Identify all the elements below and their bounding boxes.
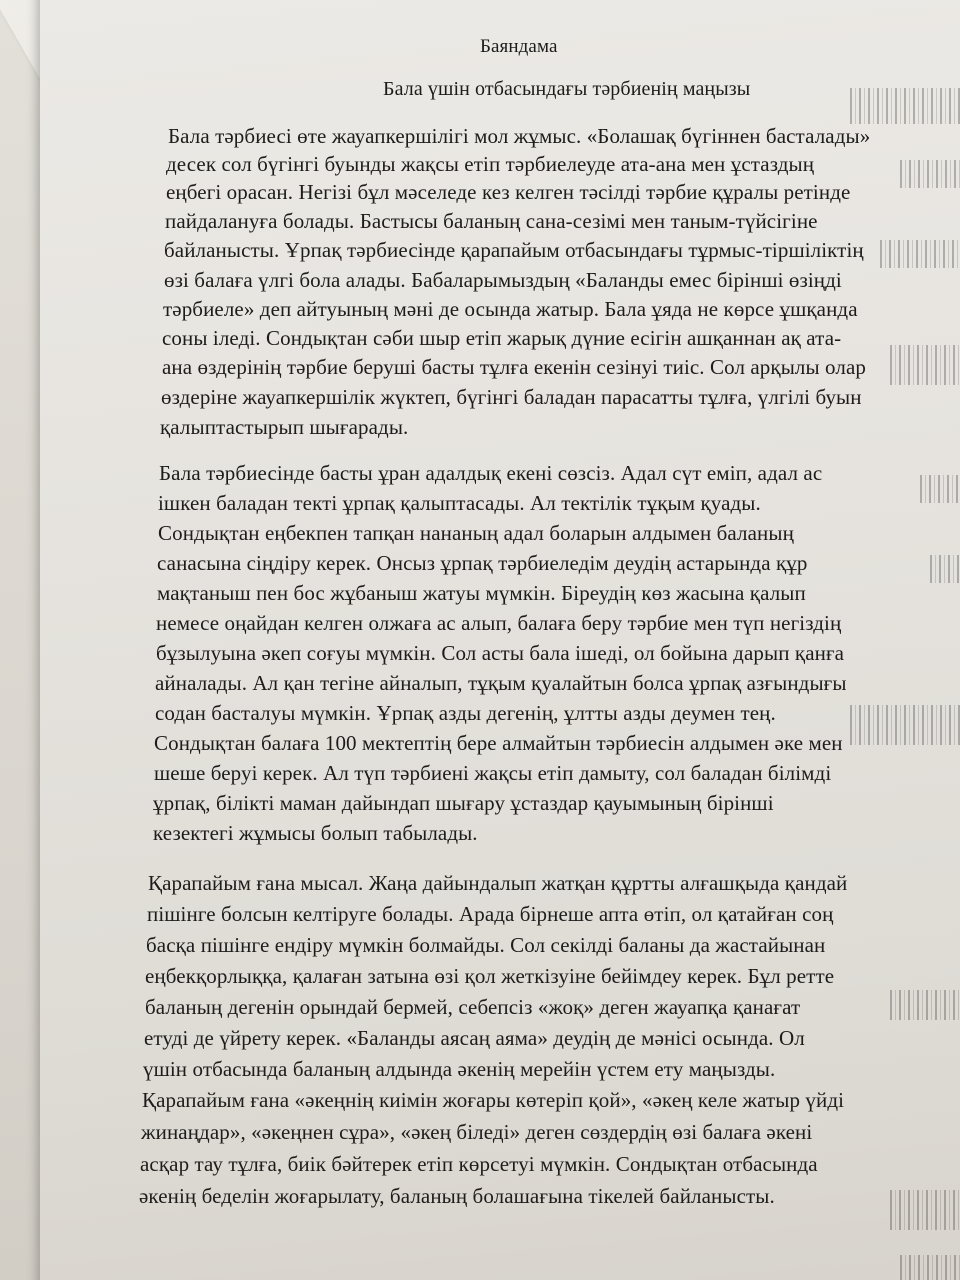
paragraph-line: еңбекқорлыққа, қалаған затына өзі қол жеткізуіне бейімдеу керек. Бұл ретте — [145, 964, 835, 988]
document-title: Бала үшін отбасындағы тәрбиенің маңызы — [383, 78, 751, 100]
paragraph-line: десек сол бүгінгі буынды жақсы етіп тәрбиелеуде ата-ана мен ұстаздың — [166, 152, 815, 176]
paragraph-line: асқар тау тұлға, биік бәйтерек етіп көрсетуі мүмкін. Сондықтан отбасында — [140, 1152, 818, 1176]
paragraph-line: өздеріне жауапкершілік жүктеп, бүгінгі баладан парасатты тұлға, үлгілі буын — [161, 385, 862, 409]
paragraph-line: соны іледі. Сондықтан сәби шыр етіп жарық дүние есігін ашқаннан ақ ата- — [162, 326, 842, 350]
paragraph-line: кезектегі жұмысы болып табылады. — [153, 821, 478, 845]
paragraph-line: үшін отбасында баланың алдында әкенің мерейін үстем ету маңызды. — [143, 1057, 776, 1081]
paragraph-line: жинаңдар», «әкеңнен сұра», «әкең біледі» деген сөздердің өзі балаға әкені — [141, 1120, 813, 1144]
paragraph-line: еңбегі орасан. Негізі бұл мәселеде кез келген тәсілді тәрбие құралы ретінде — [166, 180, 851, 204]
paragraph-line: немесе оңайдан келген олжаға ас алып, балаға беру тәрбие мен түп негіздің — [156, 611, 842, 635]
paragraph-line: бұзылуына әкеп соғуы мүмкін. Сол асты бала ішеді, ол бойына дарып қанға — [156, 641, 845, 665]
paragraph-line: өзі балаға үлгі бола алады. Бабаларымыздың «Баланды емес бірінші өзіңді — [164, 268, 842, 292]
paragraph-line: ана өздерінің тәрбие беруші басты тұлға екенін сезінуі тиіс. Сол арқылы олар — [162, 355, 866, 379]
paragraph-line: Қарапайым ғана мысал. Жаңа дайындалып жатқан құртты алғашқыда қандай — [148, 871, 848, 895]
paragraph-line: ұрпақ, білікті маман дайындап шығару ұстаздар қауымының бірінші — [153, 791, 774, 815]
paragraph-line: Сондықтан еңбекпен тапқан нананың адал боларын алдымен баланың — [158, 521, 794, 545]
paragraph-line: басқа пішінге ендіру мүмкін болмайды. Сол секілді баланы да жастайынан — [146, 933, 826, 957]
paragraph-line: ішкен баладан текті ұрпақ қалыптасады. Ал тектілік тұқым қуады. — [158, 491, 761, 515]
paragraph-line: айналады. Ал қан тегіне айналып, тұқым қуалайтын болса ұрпақ азғындығы — [155, 671, 847, 695]
document-heading: Баяндама — [480, 36, 558, 57]
paragraph-line: баланың дегенін орындай бермей, себепсіз «жоқ» деген жауапқа қанағат — [145, 995, 801, 1019]
paragraph-line: қалыптастырып шығарады. — [160, 415, 409, 439]
paragraph-line: Бала тәрбиесінде басты ұран адалдық екені сөзсіз. Адал сүт еміп, адал ас — [159, 461, 823, 485]
paragraph-line: шеше беруі керек. Ал түп тәрбиені жақсы етіп дамыту, сол баладан білімді — [154, 761, 832, 785]
paragraph-line: әкенің беделін жоғарылату, баланың болашағына тікелей байланысты. — [139, 1184, 775, 1208]
paragraph-line: етуді де үйрету керек. «Баланды аясаң аяма» деудің де мәнісі осында. Ол — [144, 1026, 805, 1050]
paragraph-line: Бала тәрбиесі өте жауапкершілігі мол жұмыс. «Болашақ бүгіннен басталады» — [168, 124, 871, 148]
paragraph-line: санасына сіңдіру керек. Онсыз ұрпақ тәрбиеледім деудің астарында құр — [157, 551, 808, 575]
paragraph-line: пішінге болсын келтіруге болады. Арада бірнеше апта өтіп, ол қатайған соң — [147, 902, 834, 926]
paragraph-line: Қарапайым ғана «әкеңнің киімін жоғары көтеріп қой», «әкең келе жатыр үйді — [142, 1088, 845, 1112]
paragraph-line: пайдалануға болады. Бастысы баланың сана-сезімі мен таным-түйсігіне — [165, 209, 818, 233]
paragraph-line: тәрбиеле» деп айтуының мәні де осында жатыр. Бала ұяда не көрсе ұшқанда — [163, 297, 858, 321]
paragraph-line: мақтаныш пен бос жұбаныш жатуы мүмкін. Біреудің көз жасына қалып — [157, 581, 806, 605]
paragraph-line: содан басталуы мүмкін. Ұрпақ азды дегенің, ұлтты азды деумен тең. — [155, 701, 776, 725]
paragraph-line: байланысты. Ұрпақ тәрбиесінде қарапайым отбасындағы тұрмыс-тіршіліктің — [164, 238, 864, 262]
paragraph-line: Сондықтан балаға 100 мектептің бере алмайтын тәрбиесін алдымен әке мен — [154, 731, 843, 755]
